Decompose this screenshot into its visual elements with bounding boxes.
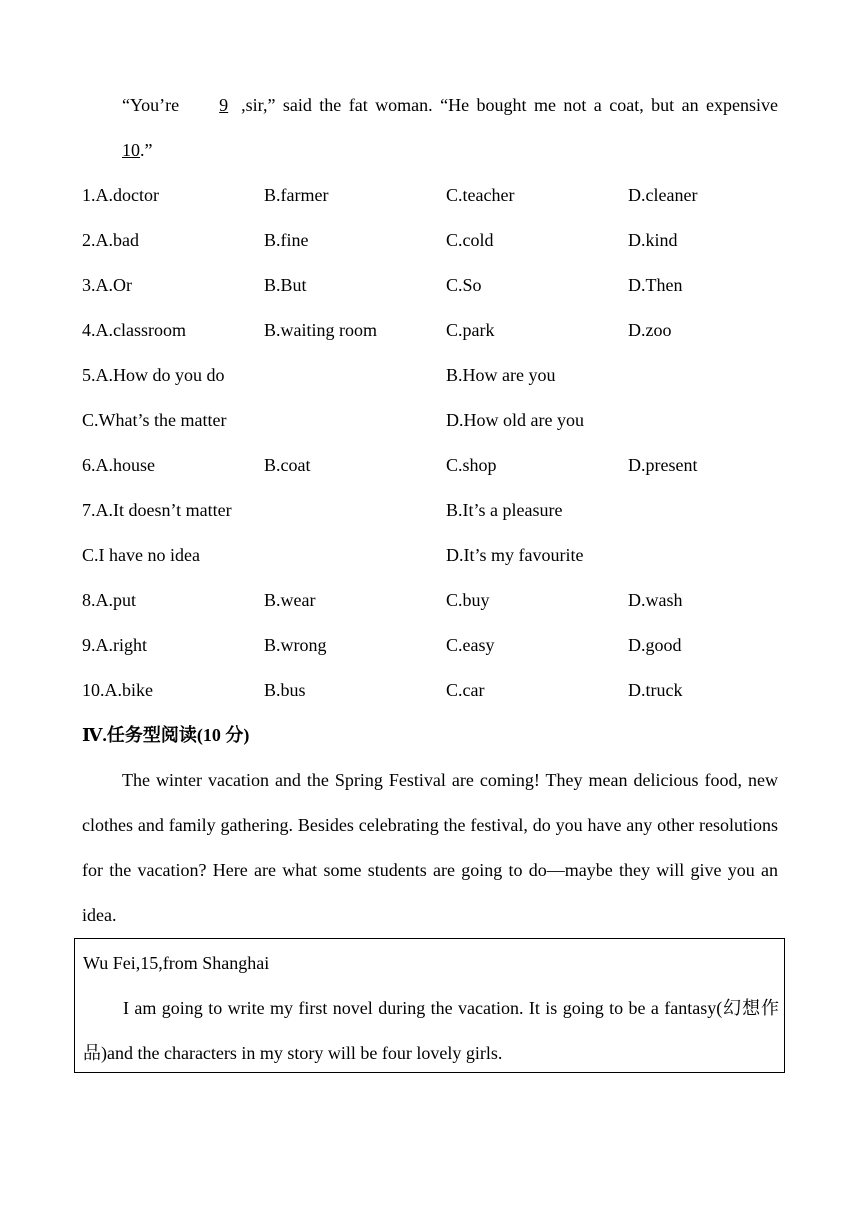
answer-options — [82, 173, 782, 713]
option-b: B.How are you — [446, 365, 556, 385]
option-c: C.shop — [446, 455, 497, 475]
option-c: C.easy — [446, 635, 495, 655]
option-d: D.truck — [628, 680, 683, 700]
passage-ending — [82, 83, 778, 173]
option-d: D.It’s my favourite — [446, 545, 584, 565]
option-row — [82, 668, 782, 713]
option-b: B.wrong — [264, 635, 327, 655]
option-b: B.fine — [264, 230, 309, 250]
blank-10: 10 — [122, 140, 140, 160]
option-c: C.park — [446, 320, 495, 340]
option-b: B.waiting room — [264, 320, 377, 340]
option-a: 10.A.bike — [82, 680, 153, 700]
option-b: B.bus — [264, 680, 306, 700]
option-d: D.good — [628, 635, 682, 655]
option-a: 6.A.house — [82, 455, 155, 475]
student-box — [74, 938, 785, 1073]
option-a: 1.A.doctor — [82, 185, 159, 205]
option-a: 3.A.Or — [82, 275, 132, 295]
option-row — [82, 353, 782, 398]
option-c: C.car — [446, 680, 485, 700]
option-a: 7.A.It doesn’t matter — [82, 500, 232, 520]
option-row — [82, 623, 782, 668]
option-c: C.What’s the matter — [82, 410, 227, 430]
passage-text-1: “You’re — [122, 95, 180, 115]
option-b: B.It’s a pleasure — [446, 500, 563, 520]
option-b: B.wear — [264, 590, 316, 610]
option-b: B.coat — [264, 455, 311, 475]
option-d: D.kind — [628, 230, 678, 250]
option-row — [82, 488, 782, 533]
option-row — [82, 398, 782, 443]
passage-text-2: ,sir,” said the fat woman. “He bought me not a coat, but an expensive — [241, 95, 778, 115]
student-resolution: I am going to write my first novel during the vacation. It is going to be a fantasy(幻想作品)and the characters in my story will be four lovely girls. — [83, 998, 779, 1063]
option-d: D.present — [628, 455, 698, 475]
blank-9: 9 — [219, 95, 229, 115]
intro-paragraph: The winter vacation and the Spring Festival are coming! They mean delicious food, new clothes and family gathering. Besides celebrating the festival, do you have any other resolutions for the vacation? Here are what some students are going to do—maybe they will give you an idea. — [82, 770, 778, 925]
option-c: C.I have no idea — [82, 545, 200, 565]
option-row — [82, 218, 782, 263]
section-heading: Ⅳ.任务型阅读(10 分) — [82, 725, 250, 745]
option-d: D.zoo — [628, 320, 672, 340]
option-a: 2.A.bad — [82, 230, 139, 250]
option-a: 8.A.put — [82, 590, 136, 610]
option-c: C.So — [446, 275, 482, 295]
option-b: B.farmer — [264, 185, 329, 205]
option-d: D.Then — [628, 275, 683, 295]
option-row — [82, 443, 782, 488]
option-row — [82, 578, 782, 623]
option-row — [82, 308, 782, 353]
option-c: C.cold — [446, 230, 494, 250]
option-a: 5.A.How do you do — [82, 365, 225, 385]
option-c: C.buy — [446, 590, 490, 610]
option-d: D.cleaner — [628, 185, 698, 205]
student-name: Wu Fei,15,from Shanghai — [83, 953, 270, 973]
option-row — [82, 533, 782, 578]
option-row — [82, 173, 782, 218]
option-a: 4.A.classroom — [82, 320, 186, 340]
option-a: 9.A.right — [82, 635, 147, 655]
option-d: D.How old are you — [446, 410, 584, 430]
option-row — [82, 263, 782, 308]
option-d: D.wash — [628, 590, 683, 610]
option-c: C.teacher — [446, 185, 515, 205]
option-b: B.But — [264, 275, 307, 295]
passage-text-3: .” — [140, 140, 153, 160]
